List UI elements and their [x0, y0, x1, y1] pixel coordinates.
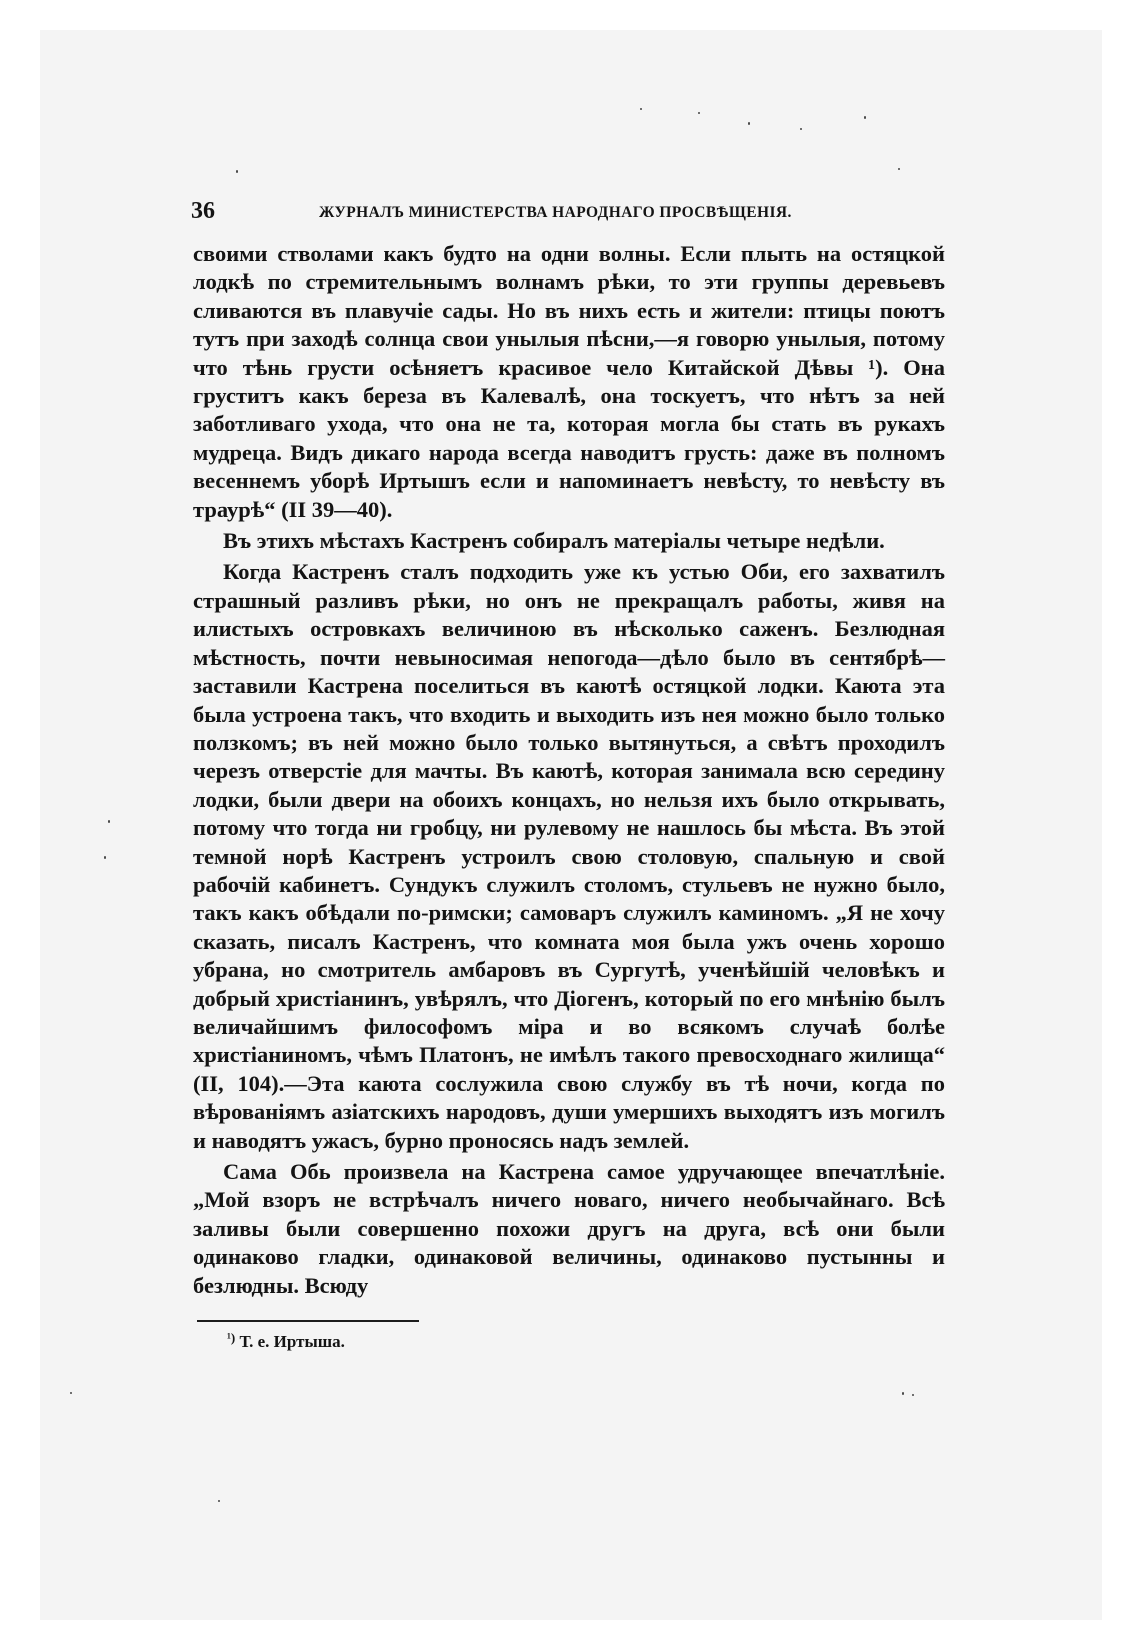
footnote-rule — [197, 1320, 419, 1322]
scan-speck — [70, 1392, 72, 1394]
scan-speck — [864, 116, 866, 119]
scan-speck — [748, 122, 750, 125]
running-head — [193, 190, 945, 240]
journal-title: ЖУРНАЛЪ МИНИСТЕРСТВА НАРОДНАГО ПРОСВѢЩЕНІЯ. — [319, 204, 792, 221]
scan-speck — [640, 108, 642, 110]
scan-speck — [698, 112, 700, 114]
scan-speck — [912, 1394, 914, 1396]
paragraph-continued: своими стволами какъ будто на одни волны. Если плыть на остяцкой лодкѣ по стремительнымъ волнамъ рѣки, то эти группы деревьевъ сливаются въ плавучіе сады. Но въ нихъ есть и жители: птицы поютъ тутъ при заходѣ солнца свои унылыя пѣсни,—я говорю унылыя, потому что тѣнь грусти осѣняетъ красивое чело Китайской Дѣвы ¹). Она груститъ какъ береза въ Калевалѣ, она тоскуетъ, что нѣтъ за ней заботливаго ухода, что она не та, которая могла бы стать въ рукахъ мудреца. Видъ дикаго народа всегда наводитъ грусть: даже въ полномъ весеннемъ уборѣ Иртышъ если и напоминаетъ невѣсту, то невѣсту въ траурѣ“ (II 39—40). — [193, 241, 945, 522]
footnote — [227, 1332, 945, 1352]
paragraph: Когда Кастренъ сталъ подходить уже къ устью Оби, его захватилъ страшный разливъ рѣки, но онъ не прекращалъ работы, живя на илистыхъ островкахъ величиною въ нѣсколько саженъ. Безлюдная мѣстность, почти невыносимая непогода—дѣло было въ сентябрѣ—заставили Кастрена поселиться въ каютѣ остяцкой лодки. Каюта эта была устроена такъ, что входить и выходить изъ нея можно было только ползкомъ; въ ней можно было только вытянуться, а свѣтъ проходилъ черезъ отверстіе для мачты. Въ каютѣ, которая занимала всю середину лодки, были двери на обоихъ концахъ, но нельзя ихъ было открывать, потому что тогда ни гробцу, ни рулевому не нашлось бы мѣста. Въ этой темной норѣ Кастренъ устроилъ свою столовую, спальную и свой рабочій кабинетъ. Сундукъ служилъ столомъ, стульевъ не нужно было, такъ какъ обѣдали по-римски; самоваръ служилъ каминомъ. „Я не хочу сказать, писалъ Кастренъ, что комната моя была ужъ очень хорошо убрана, но смотритель амбаровъ въ Сургутѣ, ученѣйшій человѣкъ и добрый христіанинъ, увѣрялъ, что Діогенъ, который по его мнѣнію былъ величайшимъ философомъ міра и во всякомъ случаѣ болѣе христіаниномъ, чѣмъ Платонъ, не имѣлъ такого превосходнаго жилища“ (II, 104).—Эта каюта сослужила свою службу въ тѣ ночи, когда по вѣрованіямъ азіатскихъ народовъ, души умершихъ выходятъ изъ могилъ и наводятъ ужасъ, бурно проносясь надъ землей. — [193, 559, 945, 1153]
page-number: 36 — [191, 198, 215, 224]
scan-speck — [800, 128, 802, 130]
scan-speck — [108, 820, 110, 823]
paragraph: Сама Обь произвела на Кастрена самое удручающее впечатлѣніе. „Мой взоръ не встрѣчалъ ничего новаго, ничего необычайнаго. Всѣ заливы были совершенно похожи другъ на друга, всѣ они были одинаково гладки, одинаковой величины, одинаково пустынны и безлюдны. Всюду — [193, 1159, 945, 1298]
scan-speck — [104, 856, 106, 859]
paragraph: Въ этихъ мѣстахъ Кастренъ собиралъ матеріалы четыре недѣли. — [223, 528, 885, 554]
scan-speck — [218, 1500, 220, 1502]
page-content — [193, 190, 945, 1352]
scan-speck — [902, 1392, 904, 1395]
scan-speck — [236, 170, 238, 173]
footnote-text: Т. е. Иртыша. — [239, 1332, 345, 1352]
scan-speck — [898, 168, 900, 170]
footnote-mark: ¹) — [227, 1330, 236, 1346]
